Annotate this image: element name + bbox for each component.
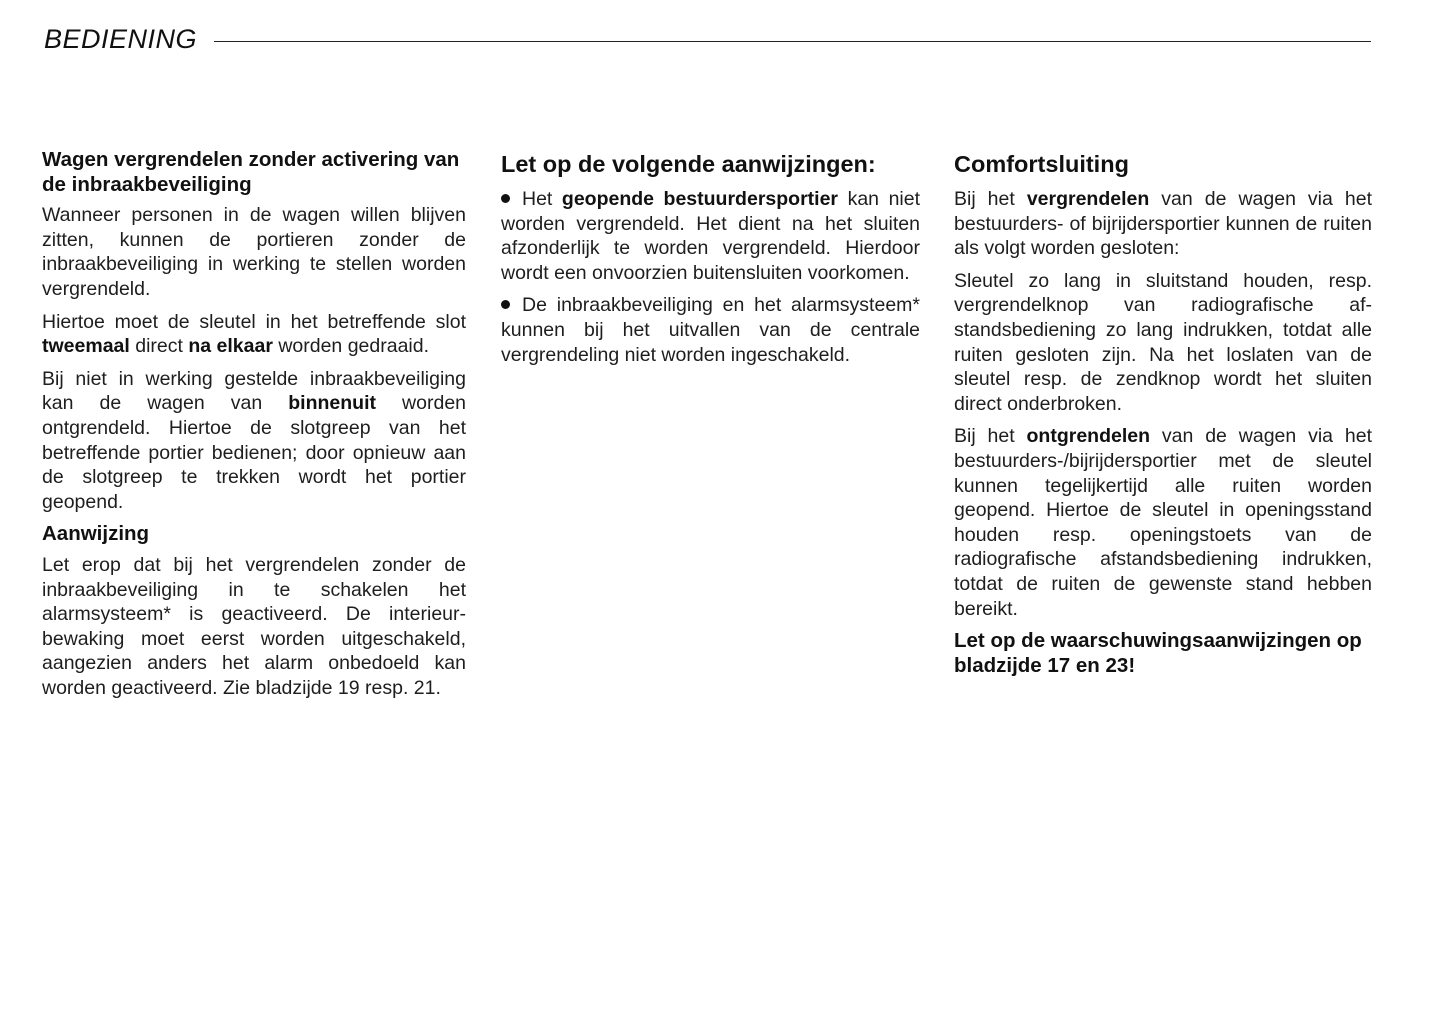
text-run: Let erop dat bij het vergrendelen zonder de inbraakbeveiliging in te schakelen het alarmsysteem* is geactiveerd. De interieurbewaking moet eerst worden uitgeschakeld, aangezien anders het alarm onbedoeld kan worden geactiveerd. Zie bladzijde 19 resp. 21. [42,553,466,699]
heading-lock-without-alarm: Wagen vergrendelen zonder activering van de inbraakbeveiliging [42,148,460,196]
emphasis: tweemaal [42,335,130,358]
column-left [42,148,466,708]
emphasis: binnenuit [288,392,376,415]
emphasis: na elkaar [188,335,273,358]
text-run: Sleutel zo lang in sluitstand houden, resp. vergrendelknop van radiografische afstandsbediening zo lang indrukken, totdat alle ruiten gesloten zijn. Na het loslaten van de sleutel resp. de zendknop wordt het sluiten direct onderbroken. [954,269,1372,415]
paragraph [42,553,466,701]
heading-instructions: Let op de volgende aanwijzingen: [501,151,876,177]
column-right [954,150,1372,678]
paragraph [954,187,1372,261]
emphasis: ontgrendelen [1026,425,1151,448]
text-run: Bij het [954,425,1027,448]
text-run: van de wagen via het bestuurders-/bijrijdersportier met de sleutel kunnen tegelijkertijd alle ruiten worden geopend. Hiertoe de sleutel in openingsstand houden resp. openingstoets van de radiografische afstandsbediening indrukken, totdat de ruiten de gewenste stand hebben bereikt. [954,425,1372,620]
section-title: BEDIENING [44,24,198,54]
text-run: Hiertoe moet de sleutel in het betreffende slot [42,310,466,333]
text-run: Bij het [954,188,1027,210]
text-run: worden gedraaid. [272,335,430,358]
paragraph [954,269,1372,417]
heading-comfort-closing: Comfortsluiting [954,151,1129,177]
text-run: worden ontgrendeld. Hiertoe de slotgreep van het betreffende portier bedienen; door opnieuw aan de slotgreep te trekken wordt het portier geopend. [42,392,467,513]
paragraph [42,310,466,359]
text-run: Bij niet in werking gestelde inbraakbeveiliging kan de wagen van [42,367,466,415]
emphasis: geopende bestuurdersportier [561,188,839,210]
bullet-item [501,187,920,285]
paragraph [42,203,466,301]
header-rule [214,41,1371,42]
text-run: direct [129,335,189,358]
text-run: De inbraakbeveiliging en het alarmsysteem* kunnen bij het uitvallen van de centrale vergrendeling niet worden ingeschakeld. [501,294,920,366]
bullet-item [501,293,920,367]
page-header [44,22,1371,56]
text-run: Het [522,188,562,210]
text-run: van de wagen via het bestuurders- of bijrijdersportier kunnen de ruiten als volgt worden gesloten: [954,188,1372,260]
heading-note: Aanwijzing [42,522,150,546]
paragraph [42,367,466,515]
column-middle [501,150,920,375]
bullet-icon [501,300,510,309]
emphasis: vergrendelen [1026,188,1150,210]
text-run: kan niet worden vergrendeld. Het dient na het sluiten afzonderlijk te worden vergrendeld. Hierdoor wordt een onvoorzien buitensluiten voorkomen. [501,188,921,284]
paragraph [954,424,1372,621]
text-run: Wanneer personen in de wagen willen blijven zitten, kunnen de portieren zonder de inbraakbeveiliging in werking te stellen worden vergrendeld. [42,204,466,300]
bullet-icon [501,194,510,203]
warning-reference: Let op de waarschuwingsaanwijzingen op bladzijde 17 en 23! [954,629,1362,677]
